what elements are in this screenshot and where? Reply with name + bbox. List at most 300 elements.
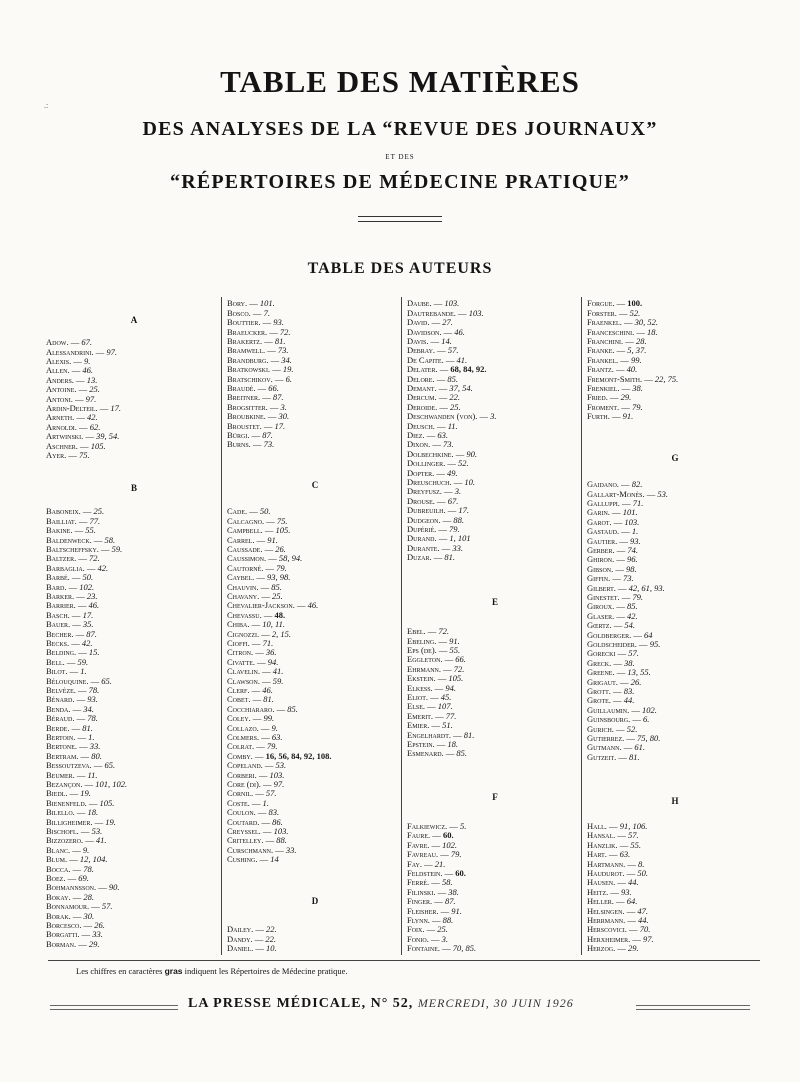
page-refs: 14 <box>270 854 279 864</box>
page-refs: 50. <box>637 868 648 878</box>
author-name: Belding. — <box>46 647 89 657</box>
page-refs: 44. <box>638 915 649 925</box>
page-refs: 10. <box>464 477 475 487</box>
index-entry <box>587 526 638 536</box>
page-refs: 42. <box>87 412 98 422</box>
author-name: Caussimon. — <box>227 553 279 563</box>
author-name: Bonnamour. — <box>46 901 102 911</box>
index-entry <box>227 345 289 355</box>
author-name: Demant. — <box>407 383 450 393</box>
index-entry <box>46 713 98 723</box>
author-name: Fonio. — <box>407 934 442 944</box>
page-refs: 96. <box>627 554 638 564</box>
author-name: Clavelin. — <box>227 666 273 676</box>
page-refs: 86. <box>272 817 283 827</box>
page-refs: 77. <box>445 711 457 721</box>
page-refs: 37, 54. <box>449 383 473 393</box>
author-name: Basch. — <box>46 610 83 620</box>
author-name: De Capite. — <box>407 355 457 365</box>
author-name: Bénard. — <box>46 694 88 704</box>
author-name: Cocchiararo. — <box>227 704 288 714</box>
index-entry <box>587 742 645 752</box>
author-name: Guillaumin. — <box>587 705 643 715</box>
author-name: Gibson. — <box>587 564 627 574</box>
page-refs: 25. <box>272 591 283 601</box>
index-entry <box>407 392 460 402</box>
page-refs: 30, 52. <box>634 317 658 327</box>
index-entry <box>407 552 455 562</box>
page-refs: 64. <box>626 896 638 906</box>
author-name: Cioffi. — <box>227 638 263 648</box>
page-refs: 29. <box>620 392 632 402</box>
page-refs: 88. <box>442 915 454 925</box>
page-refs: 44. <box>628 877 639 887</box>
author-name: Becher. — <box>46 629 87 639</box>
author-name: Civatte. — <box>227 657 268 667</box>
index-entry <box>46 835 107 845</box>
page-refs: 70, 85. <box>452 943 477 953</box>
index-column-1 <box>46 297 222 957</box>
index-entry <box>227 647 277 657</box>
index-entry <box>587 830 639 840</box>
page-refs: 19. <box>105 817 116 827</box>
author-name: Glaser. — <box>587 611 628 621</box>
page-refs: 58. <box>104 535 116 545</box>
page-refs: 105. <box>99 798 115 808</box>
author-name: Ebeling. — <box>407 636 450 646</box>
author-name: Grote. — <box>587 695 624 705</box>
page-refs: 46. <box>307 600 319 610</box>
index-entry <box>46 694 98 704</box>
footer-rule-left <box>50 1005 178 1010</box>
page-refs: 46. <box>88 600 100 610</box>
author-name: Fraenkel. — <box>587 317 635 327</box>
author-name: Ayer. — <box>46 450 80 460</box>
index-entry <box>587 345 646 355</box>
page-refs: 63. <box>271 732 283 742</box>
page-refs: 97. <box>273 779 285 789</box>
author-name: Fay. — <box>407 859 435 869</box>
page-refs: 103. <box>273 826 289 836</box>
page-refs: 30. <box>83 911 95 921</box>
author-name: Garot. — <box>587 517 625 527</box>
page-refs: 81. <box>82 723 93 733</box>
author-name: Fremont-Smith. — <box>587 374 655 384</box>
page-refs: 25. <box>89 384 100 394</box>
page-refs: 71. <box>632 498 644 508</box>
footnote-text-before: Les chiffres en caractères <box>76 966 163 976</box>
page-refs: 65. <box>104 760 116 770</box>
index-entry <box>227 807 279 817</box>
author-name: Herxheimer. — <box>587 934 644 944</box>
page-refs: 46. <box>454 327 465 337</box>
page-refs: 60. <box>442 830 454 840</box>
page-refs: 41. <box>272 666 284 676</box>
author-name: Coutard. — <box>227 817 273 827</box>
author-name: Colrat. — <box>227 741 267 751</box>
index-column-2 <box>227 297 403 957</box>
index-column-3 <box>407 297 583 957</box>
author-name: Dixon. — <box>407 439 444 449</box>
author-name: Chiba. — <box>227 619 263 629</box>
author-name: Cushing. — <box>227 854 271 864</box>
index-entry <box>587 877 639 887</box>
page-refs: 11. <box>447 421 458 431</box>
page-refs: 100. <box>627 298 643 308</box>
page-refs: 72. <box>279 327 291 337</box>
footnote-rule <box>48 960 760 961</box>
author-name: Biedl. — <box>46 788 81 798</box>
author-name: Gilbert. — <box>587 583 629 593</box>
author-name: Brogsitter. — <box>227 402 281 412</box>
index-entry <box>46 666 87 676</box>
page-refs: 93. <box>630 536 641 546</box>
page-refs: 59. <box>111 544 123 554</box>
subtitle-revue: DES ANALYSES DE LA “REVUE DES JOURNAUX” <box>142 118 658 140</box>
footer-publication: LA PRESSE MÉDICALE, <box>188 996 367 1011</box>
footnote <box>76 966 348 976</box>
page-refs: 17. <box>82 610 94 620</box>
page-refs: 93. <box>273 317 284 327</box>
author-name: Baltzer. — <box>46 553 89 563</box>
author-name: Eggleton. — <box>407 654 456 664</box>
page-refs: 77. <box>89 516 101 526</box>
footnote-bold-word: gras <box>164 966 183 976</box>
page-refs: 91. <box>451 906 462 916</box>
page-refs: 105. <box>275 525 291 535</box>
author-name: Finger. — <box>407 896 445 906</box>
author-name: Hartmann. — <box>587 859 638 869</box>
author-name: Foix. — <box>407 924 438 934</box>
author-name: Dolbechkine. — <box>407 449 467 459</box>
page-refs: 87. <box>444 896 456 906</box>
page-refs: 6. <box>643 714 650 724</box>
author-name: Bauer. — <box>46 619 83 629</box>
page-footer <box>0 996 800 1016</box>
author-name: Bischofl. — <box>46 826 92 836</box>
author-name: Giffin. — <box>587 573 624 583</box>
author-name: Ghiron. — <box>587 554 628 564</box>
author-name: Forgue. — <box>587 298 628 308</box>
author-name: Herscovici. — <box>587 924 640 934</box>
page-refs: 81. <box>274 336 286 346</box>
page-refs: 79. <box>632 592 643 602</box>
page-refs: 10. <box>266 943 277 953</box>
page-refs: 78. <box>83 864 94 874</box>
index-entry <box>587 648 639 658</box>
author-name: Dubreuilh. — <box>407 505 459 515</box>
margin-mark: .: <box>44 101 49 110</box>
index-entry <box>587 507 638 517</box>
author-name: Emerit. — <box>407 711 446 721</box>
author-name: Braudé. — <box>227 383 269 393</box>
author-name: Comby. — <box>227 751 266 761</box>
author-name: Cignozzi. — <box>227 629 272 639</box>
author-name: Coley. — <box>227 713 264 723</box>
author-name: Bezançon. — <box>46 779 96 789</box>
author-name: Franceschini. — <box>587 327 647 337</box>
index-entry <box>587 849 630 859</box>
author-name: Arnoldi. — <box>46 422 90 432</box>
author-name: Ardin-Delteil. — <box>46 403 111 413</box>
page-refs: 22. <box>266 924 277 934</box>
author-name: Greck. — <box>587 658 625 668</box>
author-name: Berde. — <box>46 723 83 733</box>
author-name: Helsingen. — <box>587 906 638 916</box>
index-entry <box>407 849 461 859</box>
author-name: Epstein. — <box>407 739 448 749</box>
index-entry <box>46 854 108 864</box>
index-letter-heading: G <box>671 453 679 463</box>
index-entry <box>227 572 290 582</box>
column-divider <box>221 297 222 955</box>
author-name: Fried. — <box>587 392 621 402</box>
author-name: Filinski. — <box>407 887 449 897</box>
author-name: Hausen. — <box>587 877 629 887</box>
author-name: Baltscheffsky. — <box>46 544 112 554</box>
page-refs: 90. <box>108 882 120 892</box>
author-name: Else. — <box>407 701 438 711</box>
author-name: Deschwanden (von). — <box>407 411 491 421</box>
index-entry <box>407 654 466 664</box>
author-name: Gerber. — <box>587 545 628 555</box>
index-letter-heading: E <box>491 597 498 607</box>
author-name: Cornil. — <box>227 788 266 798</box>
author-name: Bilot. — <box>46 666 81 676</box>
author-name: Bertoin. — <box>46 732 89 742</box>
footer-issue: N° 52, <box>370 996 414 1011</box>
author-name: Dollinger. — <box>407 458 459 468</box>
author-name: Heitz. — <box>587 887 622 897</box>
page-refs: 17. <box>274 421 286 431</box>
author-name: Borgatti. — <box>46 929 93 939</box>
author-name: Gautier. — <box>587 536 631 546</box>
page-refs: 67. <box>447 496 459 506</box>
page-refs: 25. <box>437 924 448 934</box>
page-refs: 50. <box>259 506 271 516</box>
page-refs: 42. <box>81 638 93 648</box>
author-name: Belvèze. — <box>46 685 89 695</box>
page-refs: 42. <box>627 611 638 621</box>
page-refs: 73. <box>263 439 275 449</box>
author-name: Herrmann. — <box>587 915 639 925</box>
index-entry <box>46 741 100 751</box>
author-name: Franchini. — <box>587 336 636 346</box>
index-entry <box>227 943 277 953</box>
author-name: Curschmann. — <box>227 845 286 855</box>
author-name: Durand. — <box>407 533 450 543</box>
page-refs: 83. <box>268 807 280 817</box>
author-name: Bertram. — <box>46 751 92 761</box>
author-name: Hart. — <box>587 849 620 859</box>
author-name: Bürgi. — <box>227 430 263 440</box>
page-refs: 79. <box>631 402 643 412</box>
author-name: Collazo. — <box>227 723 272 733</box>
page-refs: 60. <box>455 868 466 878</box>
page-refs: 93. <box>87 694 98 704</box>
author-name: Bilello. — <box>46 807 88 817</box>
page-refs: 95. <box>649 639 661 649</box>
index-entry <box>407 701 453 711</box>
page-refs: 50. <box>82 572 94 582</box>
author-name: Bertone. — <box>46 741 90 751</box>
author-name: Dopter. — <box>407 468 448 478</box>
index-entry <box>46 553 100 563</box>
author-name: Garin. — <box>587 507 623 517</box>
index-entry <box>407 298 459 308</box>
page-refs: 81. <box>463 730 475 740</box>
author-name: Grigaut. — <box>587 677 631 687</box>
author-name: Elkess. — <box>407 683 446 693</box>
page-refs: 47. <box>637 906 648 916</box>
index-entry <box>407 830 454 840</box>
page-refs: 3. <box>441 934 448 944</box>
index-entry <box>407 533 471 543</box>
page-refs: 85. <box>271 582 282 592</box>
index-entry <box>227 619 285 629</box>
page-refs: 87. <box>272 392 284 402</box>
author-name: Caussade. — <box>227 544 276 554</box>
index-entry <box>46 572 93 582</box>
page-refs: 55. <box>630 840 641 850</box>
author-name: Beumer. — <box>46 770 88 780</box>
author-name: Broubkine. — <box>227 411 279 421</box>
page-refs: 38. <box>624 658 635 668</box>
page-refs: 19. <box>80 788 91 798</box>
page-refs: 16, 56, 84, 92, 108. <box>265 751 332 761</box>
page-refs: 57. <box>628 830 639 840</box>
author-name: Frantz. — <box>587 364 627 374</box>
author-name: Bard. — <box>46 582 80 592</box>
page-refs: 87. <box>86 629 97 639</box>
index-entry <box>46 525 96 535</box>
author-name: Bramwell. — <box>227 345 278 355</box>
author-name: Dautrebande. — <box>407 308 469 318</box>
author-name: Barrier. — <box>46 600 89 610</box>
index-entry <box>407 317 453 327</box>
page-refs: 23. <box>86 591 98 601</box>
subtitle-connector: ET DES <box>385 153 415 161</box>
page-refs: 30. <box>278 411 290 421</box>
page-refs: 99. <box>630 355 642 365</box>
author-name: Cautorné. — <box>227 563 277 573</box>
index-letter-heading: D <box>311 896 319 906</box>
author-name: Davidson. — <box>407 327 455 337</box>
author-name: Flynn. — <box>407 915 443 925</box>
index-entry <box>587 554 638 564</box>
author-name: Brakertz. — <box>227 336 275 346</box>
author-name: Dudgeon. — <box>407 515 454 525</box>
page-refs: 46. <box>262 685 273 695</box>
page-refs: 93. <box>621 887 632 897</box>
footer-date: MERCREDI, 30 JUIN 1926 <box>417 996 574 1010</box>
author-name: Daniel. — <box>227 943 267 953</box>
page-refs: 59. <box>77 657 89 667</box>
page-refs: 88. <box>276 835 287 845</box>
author-name: Boez. — <box>46 873 79 883</box>
page-refs: 80. <box>91 751 102 761</box>
page-refs: 25. <box>450 402 461 412</box>
page-refs: 25. <box>93 506 105 516</box>
author-name: Bratkowski. — <box>227 364 283 374</box>
author-name: Bratschikov. — <box>227 374 286 384</box>
page-refs: 38. <box>448 887 459 897</box>
page-refs: 22, 75. <box>654 374 679 384</box>
index-entry <box>587 601 638 611</box>
page-refs: 65. <box>101 676 112 686</box>
index-entry <box>587 943 639 953</box>
index-entry <box>227 506 271 516</box>
author-name: Heller. — <box>587 896 627 906</box>
author-name: Faure. — <box>407 830 443 840</box>
page-refs: 63. <box>437 430 448 440</box>
page-refs: 71. <box>262 638 274 648</box>
author-name: Creyssel. — <box>227 826 274 836</box>
author-name: Dreuschuch. — <box>407 477 465 487</box>
page-refs: 5, 37. <box>627 345 647 355</box>
page-refs: 79. <box>450 849 462 859</box>
author-name: Bessoutzeva. — <box>46 760 105 770</box>
author-name: Bizzozero. — <box>46 835 96 845</box>
author-name: Hansal. — <box>587 830 629 840</box>
index-entry <box>587 620 635 630</box>
index-entry <box>587 392 631 402</box>
index-entry <box>407 364 486 374</box>
index-entry <box>407 458 469 468</box>
page-refs: 55. <box>85 525 96 535</box>
page-refs: 41. <box>95 835 107 845</box>
author-name: Alexis. — <box>46 356 85 366</box>
index-entry <box>227 666 283 676</box>
index-entry <box>227 694 274 704</box>
author-name: Favreau. — <box>407 849 451 859</box>
author-name: Arneth. — <box>46 412 88 422</box>
author-name: Delore. — <box>407 374 448 384</box>
author-name: Clawson. — <box>227 676 273 686</box>
page-refs: 85. <box>456 748 468 758</box>
page-refs: 9. <box>84 356 91 366</box>
index-entry <box>227 525 290 535</box>
page-refs: 81. <box>629 752 640 762</box>
page-refs: 36. <box>265 647 277 657</box>
index-entry <box>46 384 100 394</box>
author-name: Copeland. — <box>227 760 276 770</box>
author-name: Ferré. — <box>407 877 442 887</box>
author-name: Béraud. — <box>46 713 88 723</box>
author-name: Froment. — <box>587 402 632 412</box>
author-name: Gutzeit. — <box>587 752 630 762</box>
page-refs: 46. <box>82 365 93 375</box>
page-refs: 75. <box>276 516 288 526</box>
author-name: Hanzlik. — <box>587 840 631 850</box>
author-name: Billigheimer. — <box>46 817 106 827</box>
index-entry <box>587 411 633 421</box>
index-entry <box>46 600 99 610</box>
author-name: Bailliat. — <box>46 516 90 526</box>
author-name: Ebel. — <box>407 626 439 636</box>
author-name: Core (di). — <box>227 779 274 789</box>
author-name: Dercum. — <box>407 392 450 402</box>
page-refs: 18. <box>447 739 459 749</box>
subtitle-repertoires: “RÉPERTOIRES DE MÉDECINE PRATIQUE” <box>170 171 630 193</box>
author-name: Dandy. — <box>227 934 266 944</box>
index-entry <box>46 647 100 657</box>
author-name: Fleisher. — <box>407 906 452 916</box>
page-refs: 49. <box>447 468 458 478</box>
page-refs: 91. <box>449 636 460 646</box>
page-refs: 73. <box>623 573 634 583</box>
index-entry <box>407 748 467 758</box>
